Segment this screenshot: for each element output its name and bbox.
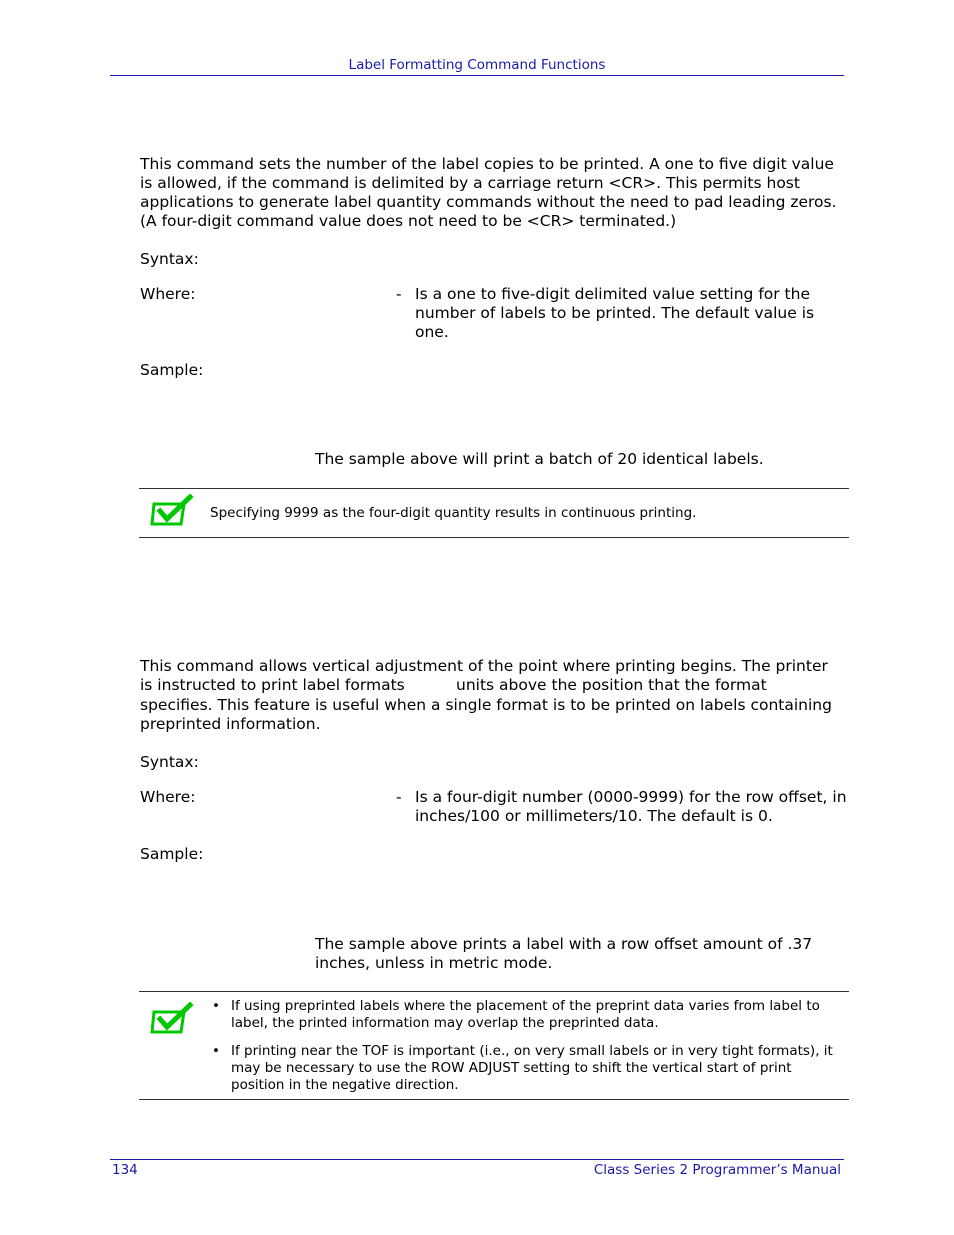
note-top-rule: [139, 488, 849, 489]
row-offset-description-line2b: units above the position that the format: [456, 676, 767, 694]
row-offset-sample-label: Sample:: [140, 845, 204, 863]
note2-bottom-rule: [139, 1099, 849, 1100]
page-number: 134: [112, 1162, 138, 1178]
bullet: •: [212, 1043, 220, 1059]
note2-check-icon: [150, 1002, 194, 1036]
row-offset-description-line2a: is instructed to print label formats: [140, 676, 405, 694]
note-bottom-rule: [139, 537, 849, 538]
quantity-sample-label: Sample:: [140, 361, 204, 379]
note-list-item: [210, 1043, 835, 1094]
quantity-where-description: Is a one to five-digit delimited value setting for the number of labels to be printed. The default value is one.: [415, 285, 815, 341]
quantity-description: This command sets the number of the label copies to be printed. A one to five digit value is allowed, if the command is delimited by a carriage return <CR>. This permits host applications to generate label quantity commands without the need to pad leading zeros. (A four-digit command value does not need to be <CR> terminated.): [140, 155, 837, 230]
quantity-syntax-label: Syntax:: [140, 250, 199, 268]
row-offset-description-rest: specifies. This feature is useful when a single format is to be printed on labels containing preprinted information.: [140, 696, 832, 733]
row-offset-sample-explanation: The sample above prints a label with a row offset amount of .37 inches, unless in metric mode.: [315, 935, 813, 972]
quantity-sample-explanation: The sample above will print a batch of 20 identical labels.: [315, 450, 764, 468]
note2-top-rule: [139, 991, 849, 992]
header-rule: [110, 75, 844, 76]
quantity-where-label: Where:: [140, 285, 196, 303]
note-item-text: If using preprinted labels where the placement of the preprint data varies from label to label, the printed information may overlap the preprinted data.: [231, 998, 820, 1031]
note-check-icon: [150, 494, 194, 528]
manual-title: Class Series 2 Programmer’s Manual: [593, 1162, 841, 1178]
bullet: •: [212, 998, 220, 1014]
running-header: Label Formatting Command Functions: [348, 57, 606, 73]
note-item-text: If printing near the TOF is important (i.e., on very small labels or in very tight formats), it may be necessary to use the ROW ADJUST setting to shift the vertical start of print position in the negative direction.: [231, 1043, 833, 1093]
quantity-note-text: Specifying 9999 as the four-digit quantity results in continuous printing.: [210, 505, 697, 521]
row-offset-note-list: [210, 998, 835, 1105]
row-offset-where-label: Where:: [140, 788, 196, 806]
row-offset-description-line1: This command allows vertical adjustment of the point where printing begins. The printer: [140, 657, 828, 675]
row-offset-where-dash: -: [396, 788, 402, 806]
footer-rule: [110, 1159, 844, 1160]
row-offset-where-description: Is a four-digit number (0000-9999) for the row offset, in inches/100 or millimeters/10. The default is 0.: [415, 788, 847, 825]
quantity-where-dash: -: [396, 285, 402, 303]
note-list-item: [210, 998, 835, 1032]
row-offset-syntax-label: Syntax:: [140, 753, 199, 771]
